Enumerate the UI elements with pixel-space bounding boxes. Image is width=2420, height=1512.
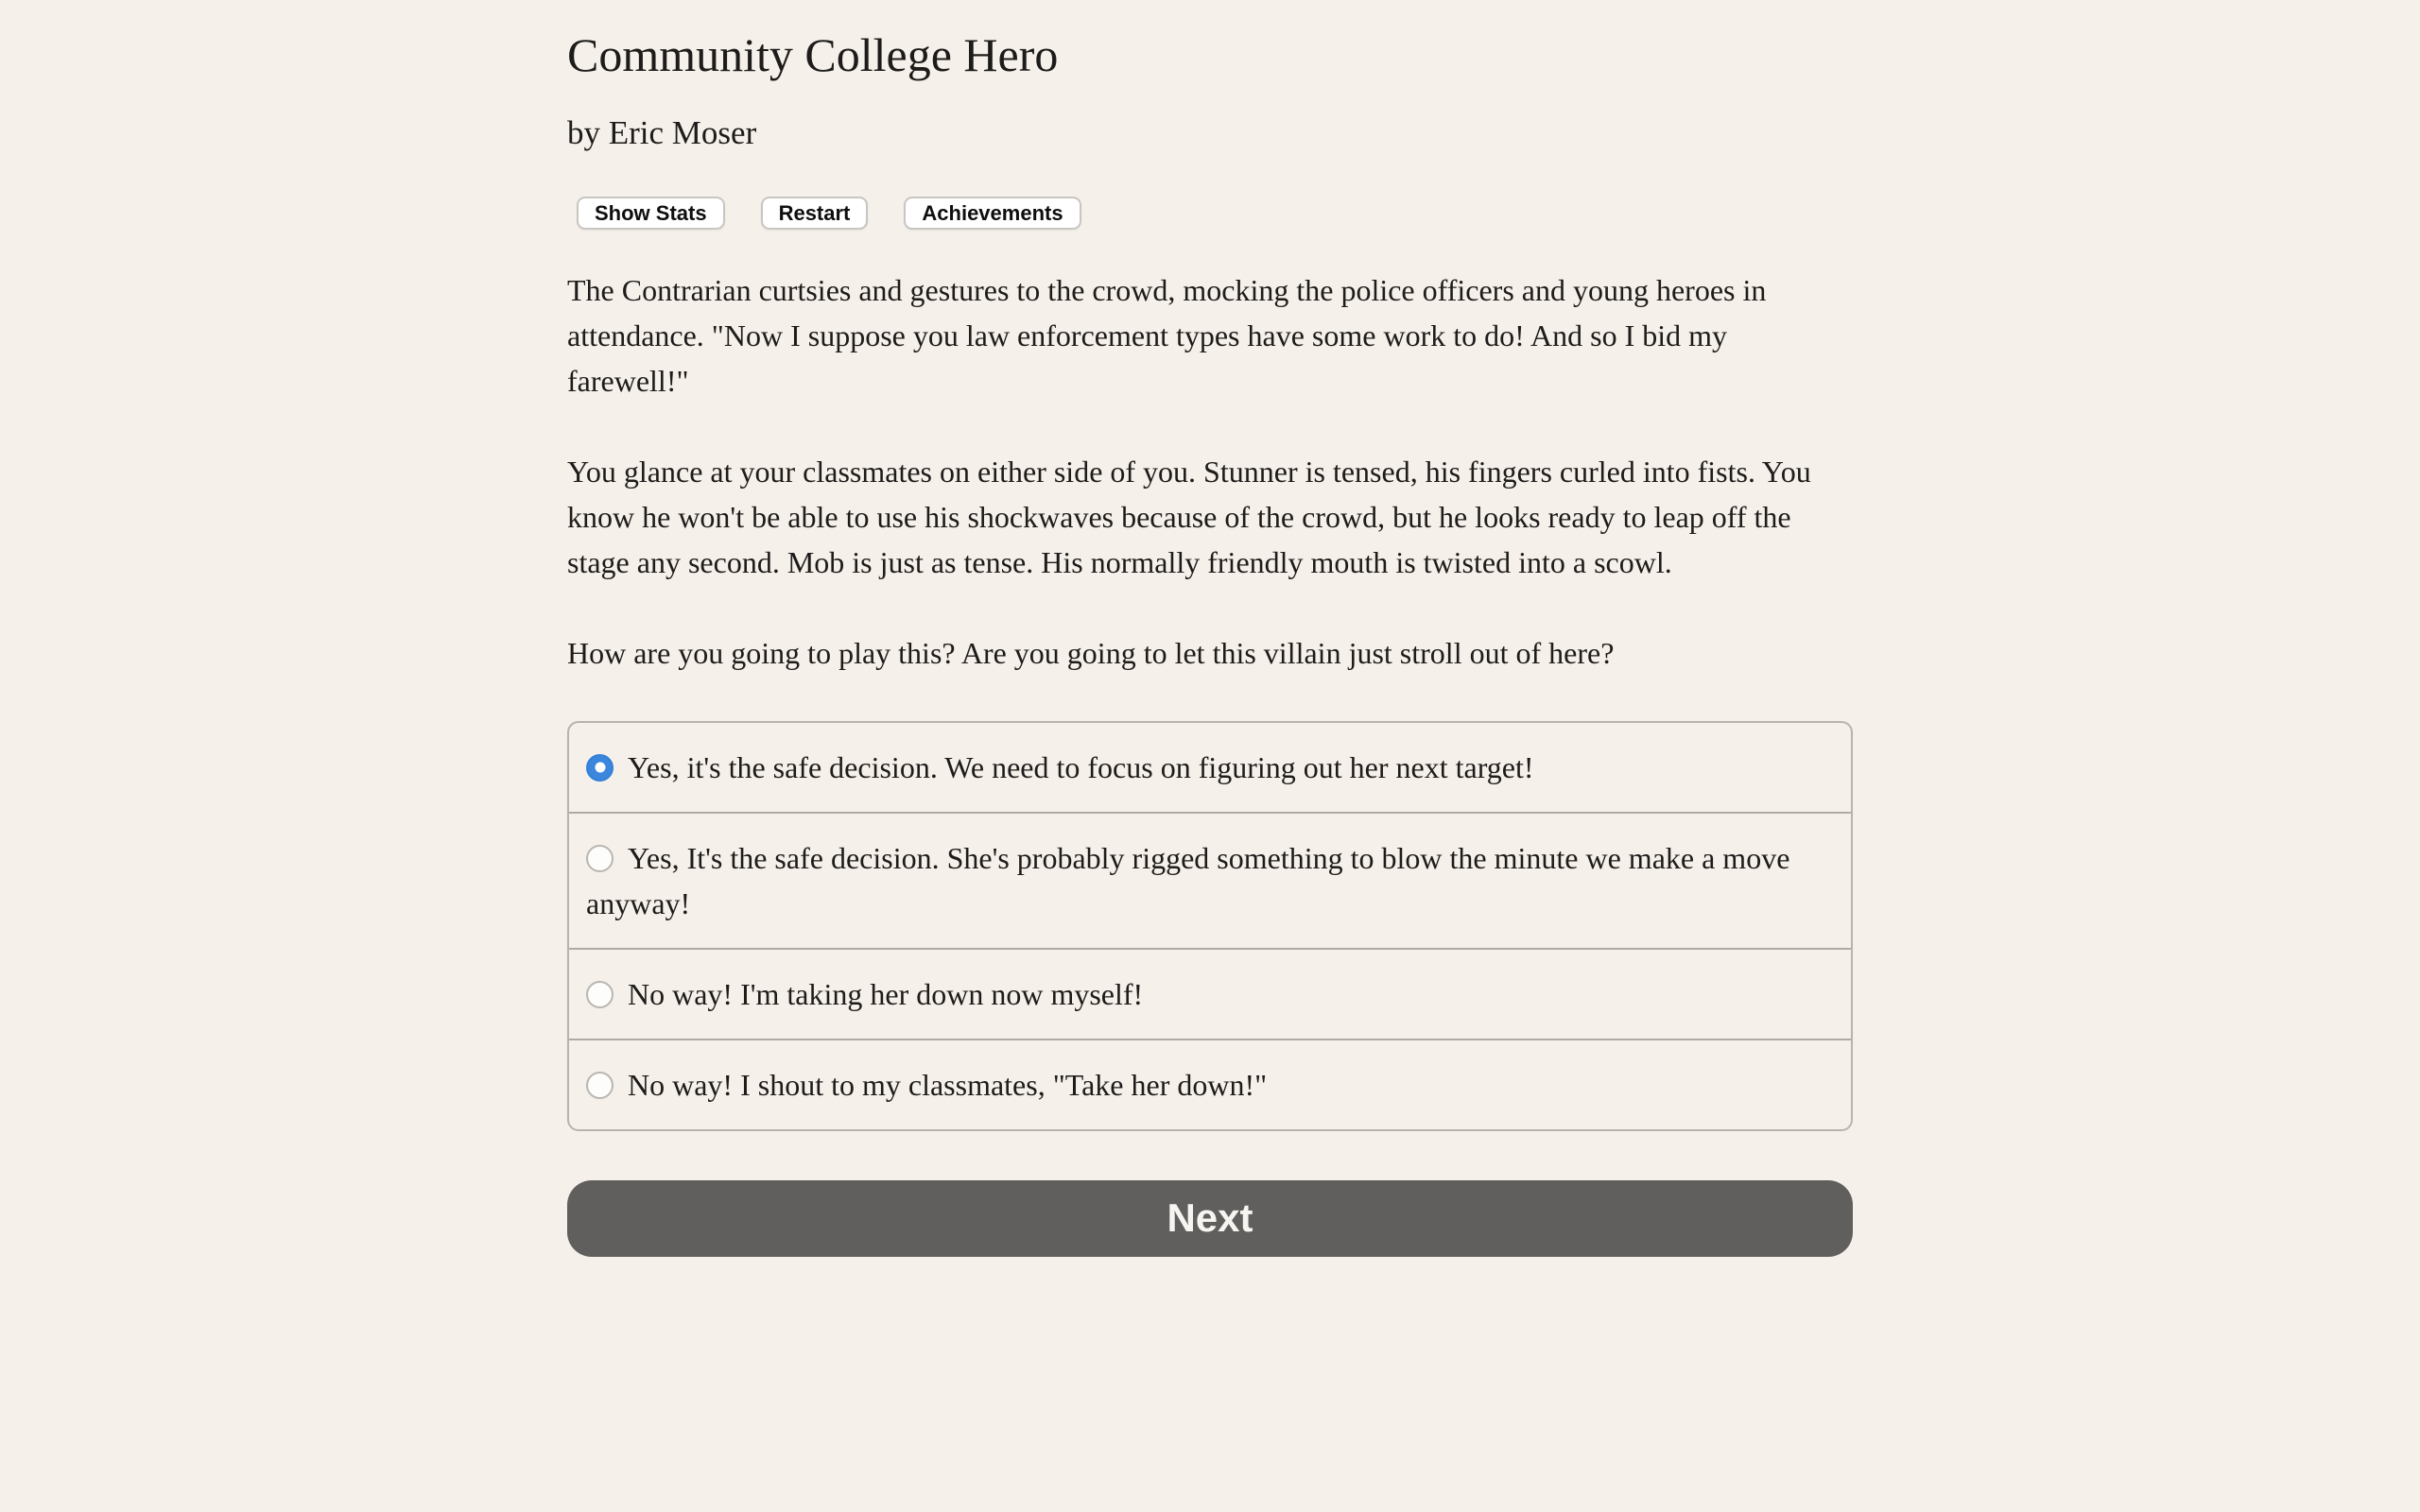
toolbar [577, 197, 1847, 230]
choice-group [567, 721, 1853, 1131]
story-paragraph-2: You glance at your classmates on either side of you. Stunner is tensed, his fingers curled into fists. You know he won't be able to use his shockwaves because of the crowd, but he looks ready to leap off the stage any second. Mob is just as tense. His normally friendly mouth is twisted into a scowl. [567, 454, 1811, 579]
game-author: by Eric Moser [567, 113, 757, 151]
achievements-button[interactable]: Achievements [904, 197, 1080, 230]
choice-label: No way! I shout to my classmates, "Take her down!" [628, 1067, 1268, 1102]
next-button[interactable]: Next [567, 1180, 1853, 1257]
content-column [567, 0, 1853, 1257]
radio-button[interactable] [586, 845, 614, 872]
choice-option-3[interactable] [569, 948, 1851, 1039]
choice-label: Yes, It's the safe decision. She's probably rigged something to blow the minute we make a move anyway! [586, 840, 1790, 920]
radio-button[interactable] [586, 981, 614, 1008]
restart-button[interactable]: Restart [761, 197, 869, 230]
story-paragraph-1: The Contrarian curtsies and gestures to the crowd, mocking the police officers and young heroes in attendance. "Now I suppose you law enforcement types have some work to do! And so I bid my farewell!" [567, 272, 1767, 398]
radio-button[interactable] [586, 754, 614, 782]
choice-label: Yes, it's the safe decision. We need to focus on figuring out her next target! [628, 749, 1534, 784]
choice-option-4[interactable] [569, 1039, 1851, 1129]
choice-option-2[interactable] [569, 812, 1851, 948]
choice-label: No way! I'm taking her down now myself! [628, 976, 1144, 1011]
show-stats-button[interactable]: Show Stats [577, 197, 725, 230]
game-title: Community College Hero [567, 28, 1059, 81]
choice-option-1[interactable] [569, 723, 1851, 812]
radio-button[interactable] [586, 1072, 614, 1099]
story-paragraph-3: How are you going to play this? Are you going to let this villain just stroll out of here? [567, 635, 1615, 670]
